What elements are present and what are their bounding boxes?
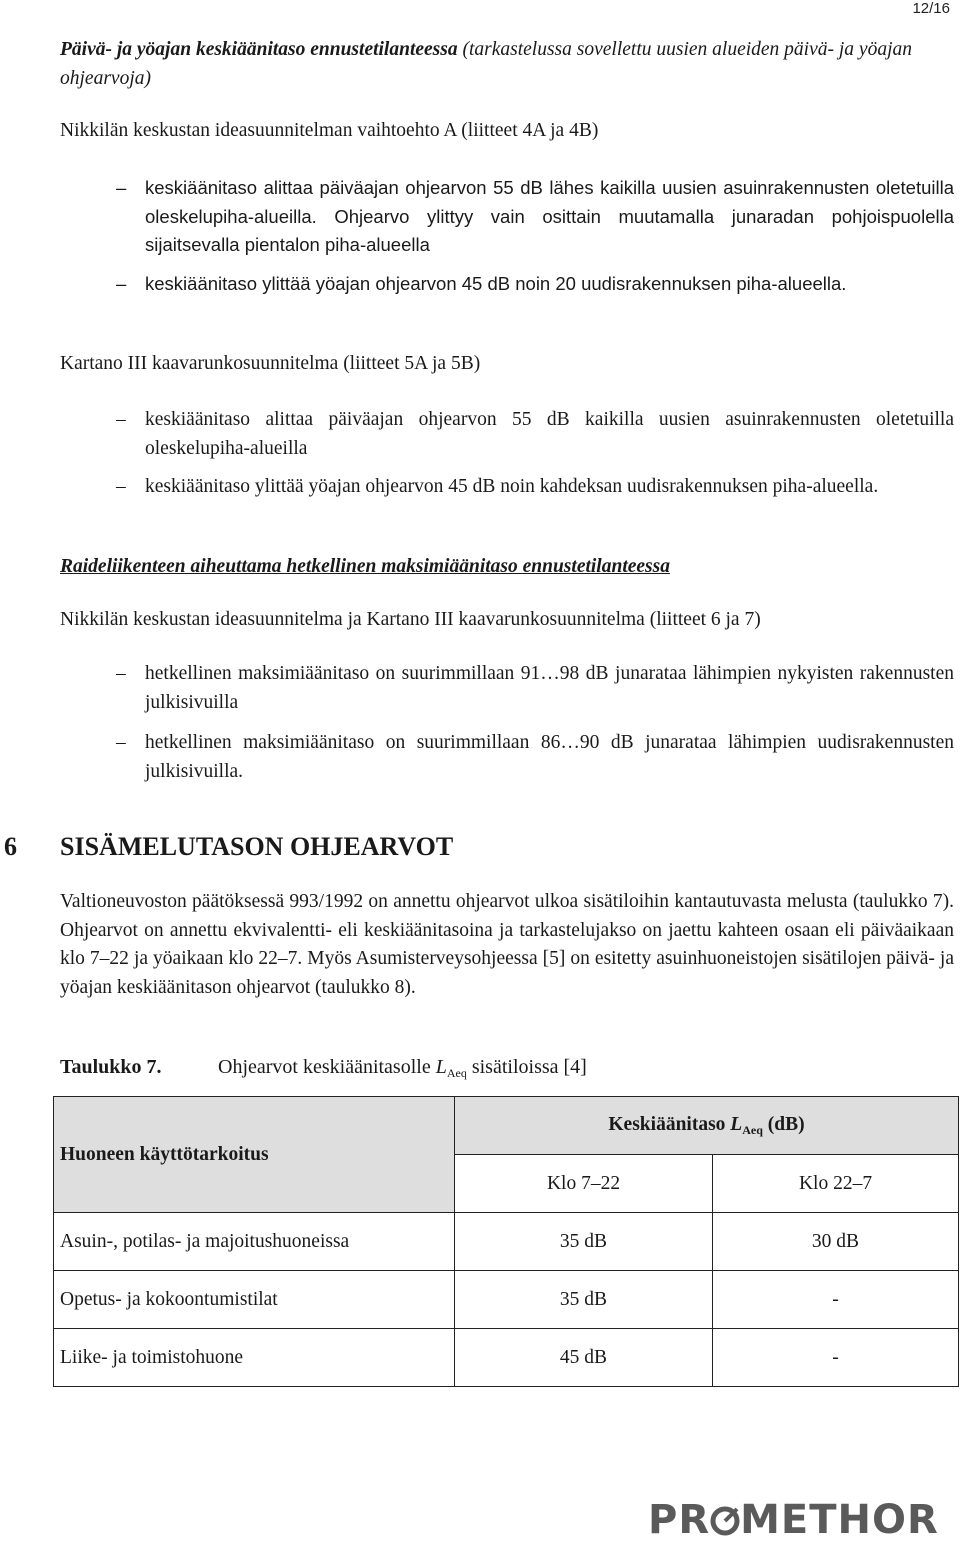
page-number: 12/16 bbox=[912, 0, 950, 17]
level-subscript: Aeq bbox=[742, 1122, 763, 1137]
table-row bbox=[54, 1329, 959, 1387]
subheading-alternative-a: Nikkilän keskustan ideasuunnitelman vaihtoehto A (liitteet 4A ja 4B) bbox=[60, 120, 599, 141]
heading-max-level: Raideliikenteen aiheuttama hetkellinen maksimiäänitaso ennustetilanteessa bbox=[60, 556, 670, 577]
level-unit: (dB) bbox=[762, 1113, 805, 1135]
table-header-row bbox=[54, 1097, 959, 1155]
col-header-level bbox=[455, 1097, 959, 1155]
heading-day-night-levels bbox=[60, 36, 954, 93]
table-row bbox=[54, 1271, 959, 1329]
list-item bbox=[60, 406, 954, 463]
list-item-text: keskiäänitaso ylittää yöajan ohjearvon 45 dB noin 20 uudisrakennuksen piha-alueella. bbox=[145, 273, 847, 294]
row-day-value: 35 dB bbox=[455, 1271, 713, 1329]
logo-text-right: METHOR bbox=[740, 1497, 939, 1543]
heading-note: (tarkastelussa sovellettu uusien alueiden päivä- ja yöajan ohjearvoja) bbox=[60, 39, 912, 89]
col-header-use: Huoneen käyttötarkoitus bbox=[54, 1097, 455, 1213]
dash-marker: – bbox=[116, 663, 126, 684]
level-header-text: Keskiäänitaso bbox=[608, 1113, 731, 1135]
list-item bbox=[60, 473, 954, 502]
promethor-logo bbox=[648, 1498, 958, 1542]
level-symbol: L bbox=[730, 1113, 743, 1135]
list-item-text: keskiäänitaso ylittää yöajan ohjearvon 45 dB noin kahdeksan uudisrakennuksen piha-alueella. bbox=[145, 476, 879, 497]
row-label: Asuin-, potilas- ja majoitushuoneissa bbox=[54, 1213, 455, 1271]
section-title: SISÄMELUTASON OHJEARVOT bbox=[60, 832, 454, 861]
row-night-value: - bbox=[713, 1329, 959, 1387]
logo-o-icon bbox=[710, 1506, 740, 1536]
subheading-kartano: Kartano III kaavarunkosuunnitelma (liitteet 5A ja 5B) bbox=[60, 353, 481, 374]
list-item bbox=[60, 660, 954, 717]
subheading-plans: Nikkilän keskustan ideasuunnitelma ja Kartano III kaavarunkosuunnitelma (liitteet 6 ja 7) bbox=[60, 609, 761, 630]
list-item bbox=[60, 729, 954, 786]
logo-text-left: PR bbox=[648, 1497, 711, 1543]
table-caption-label: Taulukko 7. bbox=[60, 1056, 162, 1078]
row-label: Opetus- ja kokoontumistilat bbox=[54, 1271, 455, 1329]
row-night-value: - bbox=[713, 1271, 959, 1329]
section-number: 6 bbox=[4, 832, 17, 861]
dash-marker: – bbox=[116, 273, 127, 294]
row-day-value: 45 dB bbox=[455, 1329, 713, 1387]
caption-subscript: Aeq bbox=[446, 1066, 467, 1080]
list-item-text: keskiäänitaso alittaa päiväajan ohjearvon 55 dB kaikilla uusien asuinrakennusten oletetuilla oleskelupiha-alueilla bbox=[145, 409, 954, 459]
caption-symbol: L bbox=[435, 1056, 447, 1078]
dash-marker: – bbox=[116, 409, 126, 430]
dash-marker: – bbox=[116, 476, 126, 497]
guideline-table bbox=[53, 1096, 959, 1387]
list-item-text: hetkellinen maksimiäänitaso on suurimmillaan 91…98 dB junarataa lähimpien nykyisten rakennusten julkisivuilla bbox=[145, 663, 954, 713]
body-paragraph: Valtioneuvoston päätöksessä 993/1992 on annettu ohjearvot ulkoa sisätiloihin kantautuvasta melusta (taulukko 7). Ohjearvot on annettu ekvivalentti- eli keskiäänitasoina ja tarkastelujakso on jaettu kahteen osaan eli päiväaikaan klo 7–22 ja yöaikaan klo 22–7. Myös Asumisterveysohjeessa [5] on esitetty asuinhuoneistojen sisätilojen päivä- ja yöajan keskiäänitason ohjearvot (taulukko 8). bbox=[60, 891, 954, 998]
heading-main: Päivä- ja yöajan keskiäänitaso ennustetilanteessa bbox=[60, 39, 458, 60]
row-label: Liike- ja toimistohuone bbox=[54, 1329, 455, 1387]
dash-marker: – bbox=[116, 177, 127, 198]
col-header-day: Klo 7–22 bbox=[455, 1155, 713, 1213]
list-item bbox=[60, 270, 954, 299]
list-item bbox=[60, 174, 954, 260]
dash-marker: – bbox=[116, 732, 126, 753]
caption-text-end: sisätiloissa [4] bbox=[466, 1056, 587, 1078]
list-item-text: hetkellinen maksimiäänitaso on suurimmillaan 86…90 dB junarataa lähimpien uudisrakennusten julkisivuilla. bbox=[145, 732, 954, 782]
row-night-value: 30 dB bbox=[713, 1213, 959, 1271]
col-header-night: Klo 22–7 bbox=[713, 1155, 959, 1213]
table-row bbox=[54, 1213, 959, 1271]
list-item-text: keskiäänitaso alittaa päiväajan ohjearvon 55 dB lähes kaikilla uusien asuinrakennusten oletetuilla oleskelupiha-alueilla. Ohjearvo ylittyy vain osittain muutamalla junaradan pohjoispuolella sijaitsevalla pientalon piha-alueella bbox=[145, 177, 954, 255]
row-day-value: 35 dB bbox=[455, 1213, 713, 1271]
caption-text: Ohjearvot keskiäänitasolle bbox=[218, 1056, 436, 1078]
table-caption-text bbox=[218, 1056, 587, 1081]
